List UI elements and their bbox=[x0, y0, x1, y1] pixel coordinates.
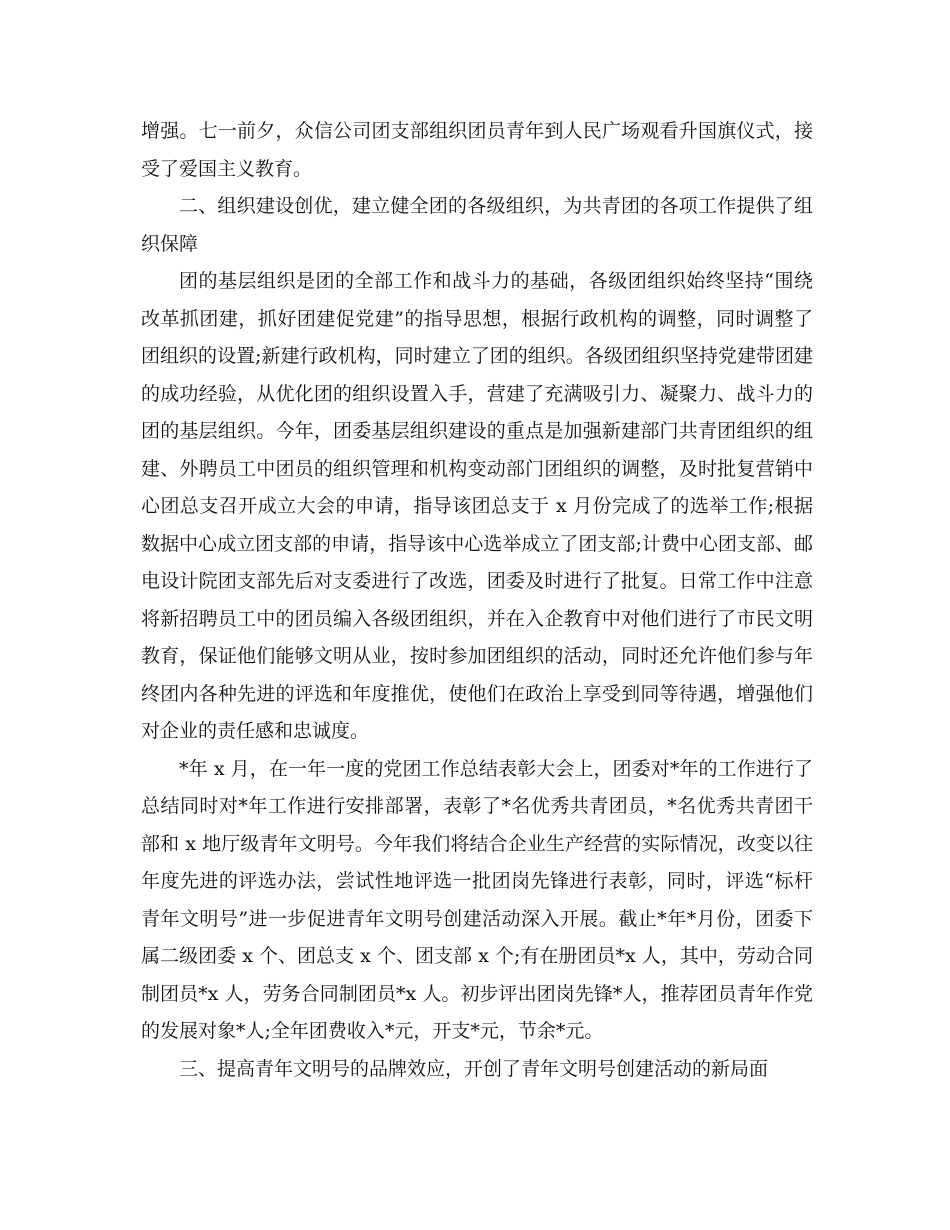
paragraph-continuation: 增强。七一前夕，众信公司团支部组织团员青年到人民广场观看升国旗仪式，接受了爱国主义教育。 bbox=[141, 120, 813, 180]
paragraph-organization: 团的基层组织是团的全部工作和战斗力的基础，各级团组织始终坚持“围绕改革抓团建，抓好团建促党建”的指导思想，根据行政机构的调整，同时调整了团组织的设置;新建行政机构，同时建立了团的组织。各级团组织坚持党建带团建的成功经验，从优化团的组织设置入手，营建了充满吸引力、凝聚力、战斗力的团的基层组织。今年，团委基层组织建设的重点是加强新建部门共青团组织的组建、外聘员工中团员的组织管理和机构变动部门团组织的调整，及时批复营销中心团总支召开成立大会的申请，指导该团总支于 x 月份完成了的选举工作;根据数据中心成立团支部的申请，指导该中心选举成立了团支部;计费中心团支部、邮电设计院团支部先后对支委进行了改选，团委及时进行了批复。日常工作中注意将新招聘员工中的团员编入各级团组织，并在入企教育中对他们进行了市民文明教育，保证他们能够文明从业，按时参加团组织的活动，同时还允许他们参与年终团内各种先进的评选和年度推优，使他们在政治上享受到同等待遇，增强他们对企业的责任感和忠诚度。 bbox=[141, 270, 813, 742]
section-heading-3: 三、提高青年文明号的品牌效应，开创了青年文明号创建活动的新局面 bbox=[179, 1057, 769, 1080]
section-heading-2: 二、组织建设创优，建立健全团的各级组织，为共青团的各项工作提供了组织保障 bbox=[141, 195, 813, 255]
paragraph-summary: *年 x 月，在一年一度的党团工作总结表彰大会上，团委对*年的工作进行了总结同时对*年工作进行安排部署，表彰了*名优秀共青团员，*名优秀共青团干部和 x 地厅级青年文明号。今年我们将结合企业生产经营的实际情况，改变以往年度先进的评选办法，尝试性地评选一批团岗先锋进行表彰，同时，评选“标杆青年文明号”进一步促进青年文明号创建活动深入开展。截止*年*月份，团委下属二级团委 x 个、团总支 x 个、团支部 x 个;有在册团员*x 人，其中，劳动合同制团员*x 人，劳务合同制团员*x 人。初步评出团岗先锋*人，推荐团员青年作党的发展对象*人;全年团费收入*元，开支*元，节余*元。 bbox=[141, 757, 813, 1042]
document-body bbox=[141, 113, 813, 1088]
